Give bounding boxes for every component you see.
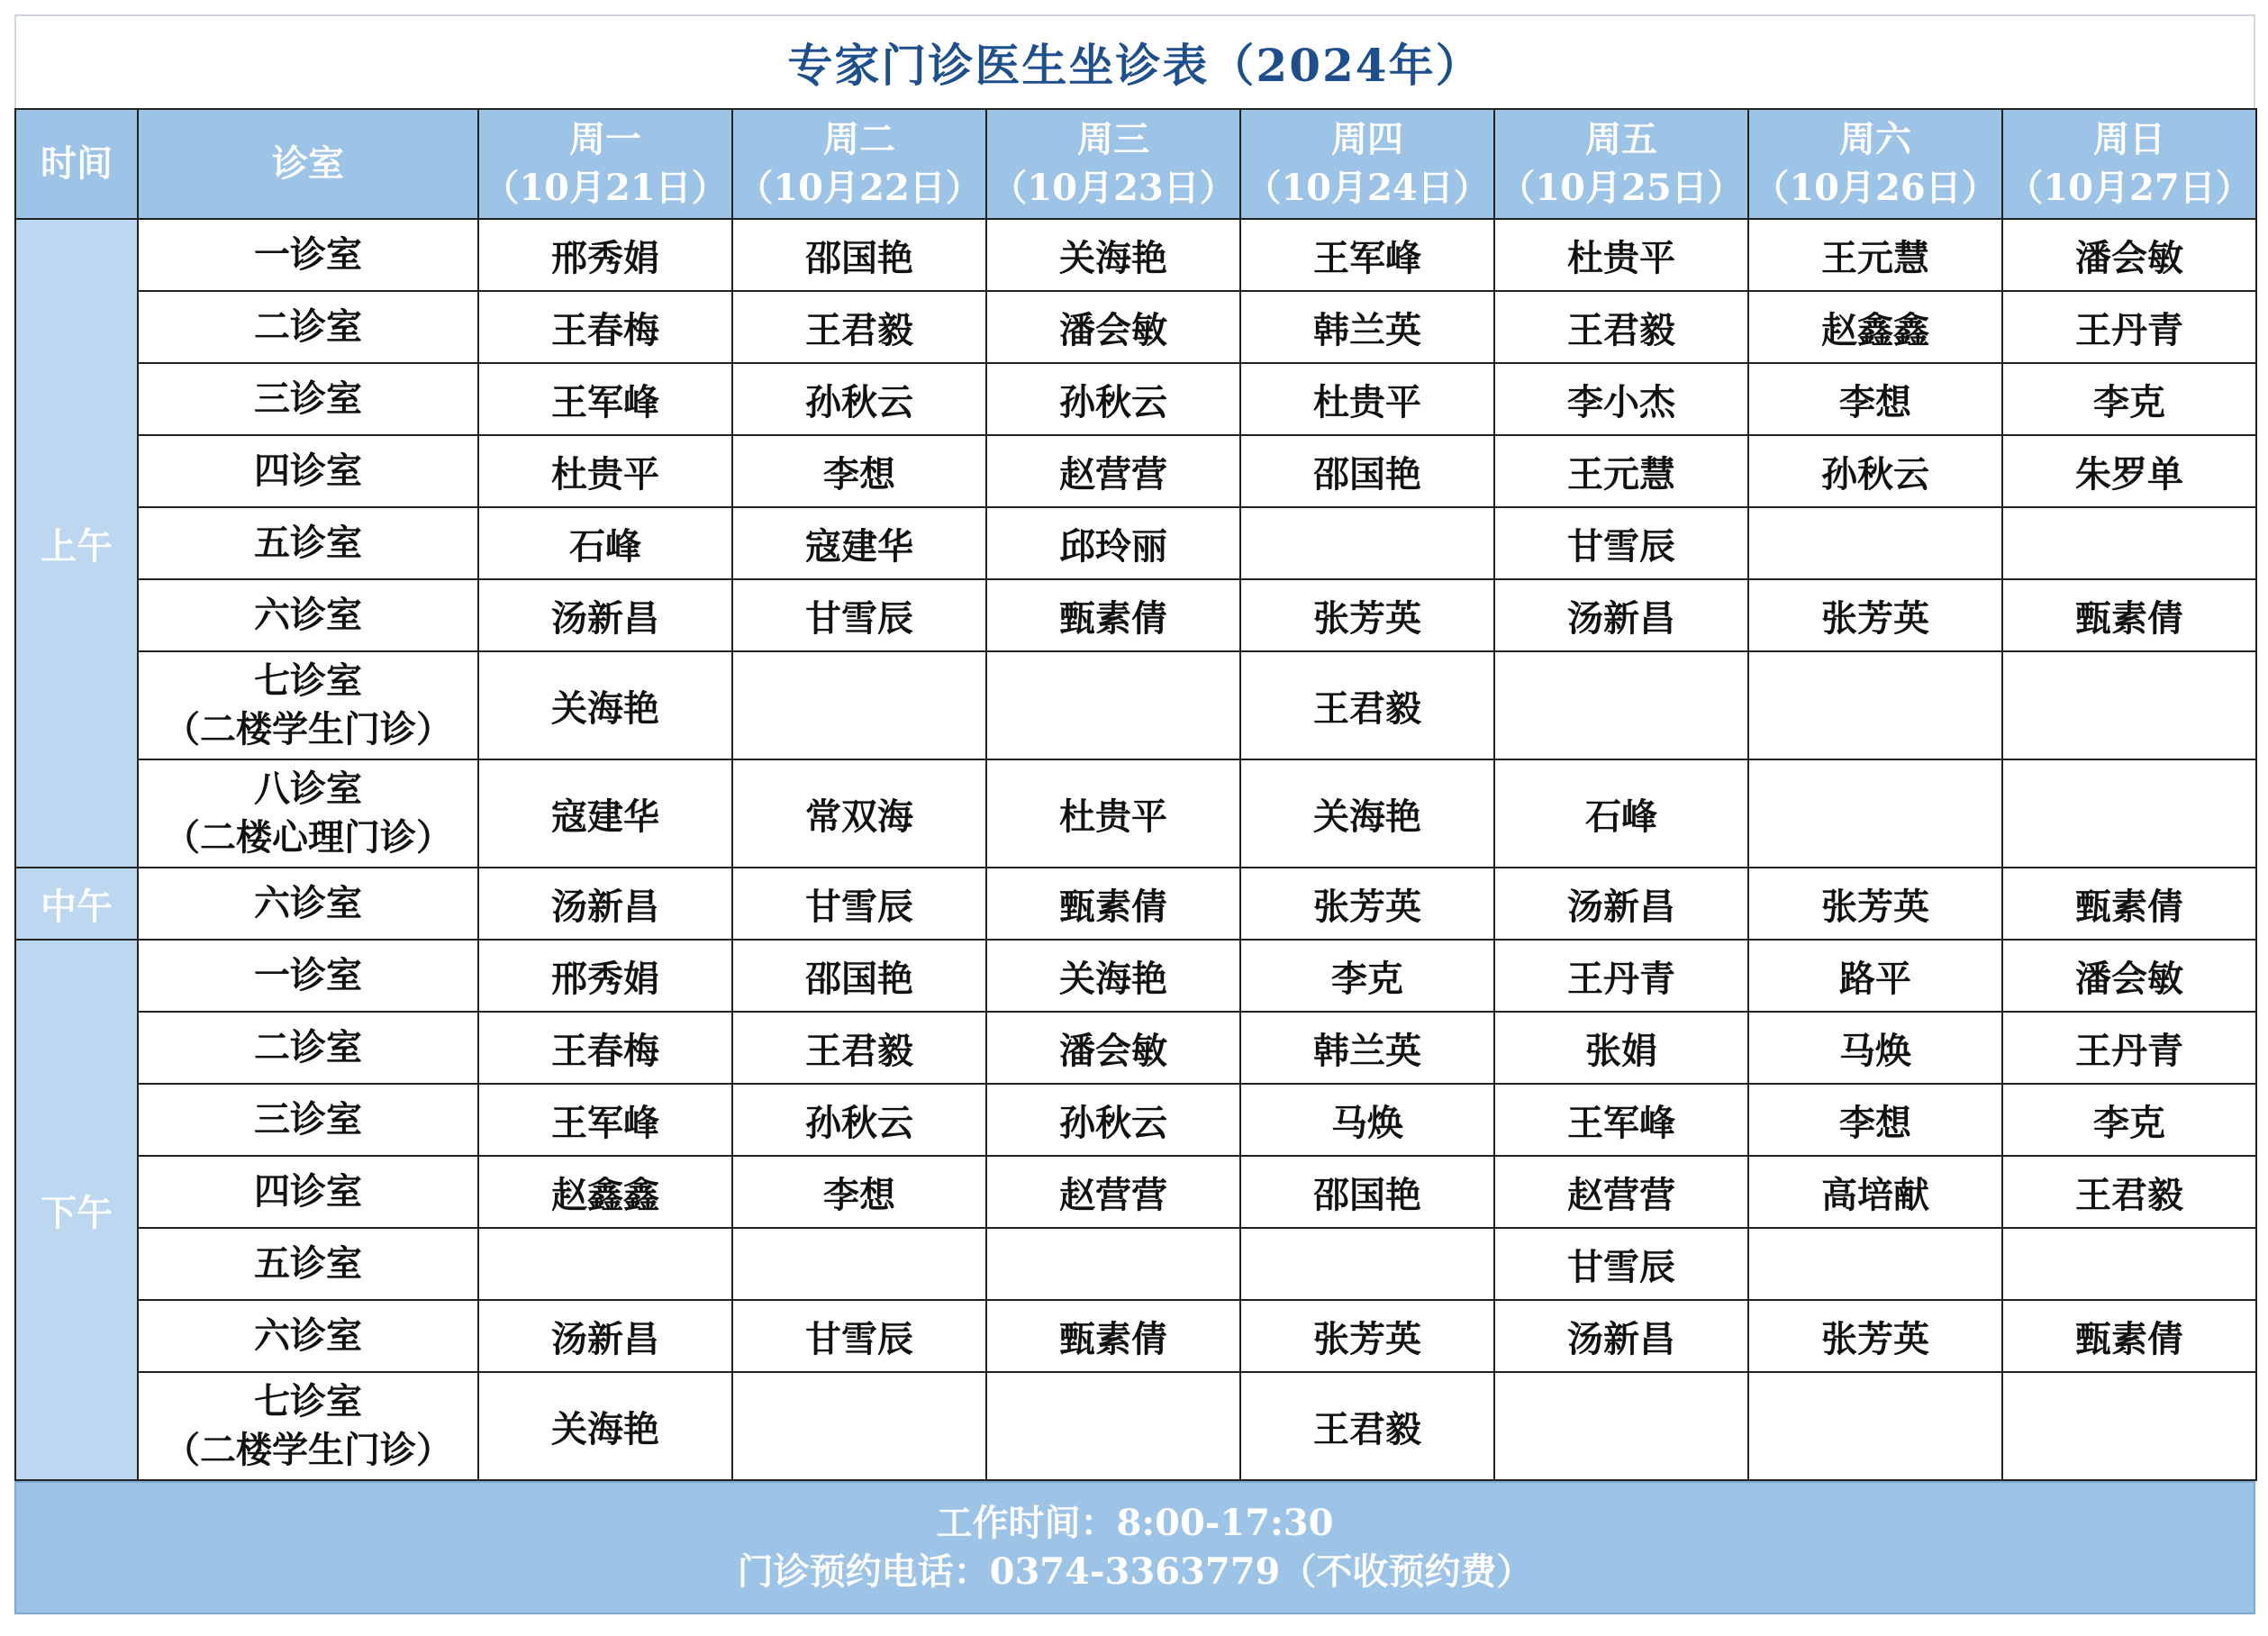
schedule-row (15, 1372, 2256, 1480)
header-day (1748, 109, 2002, 219)
doctor-cell: 王元慧 (1494, 435, 1748, 507)
doctor-cell: 张芳英 (1240, 1300, 1494, 1372)
header-day (2002, 109, 2256, 219)
doctor-cell: 王君毅 (1494, 291, 1748, 363)
doctor-cell: 邱玲丽 (986, 507, 1240, 579)
day-name: 周日 (2093, 118, 2165, 160)
room-name: 六诊室 (254, 594, 362, 636)
doctor-cell (1748, 759, 2002, 868)
doctor-cell: 杜贵平 (1240, 363, 1494, 435)
schedule-row (15, 1156, 2256, 1228)
doctor-cell: 王君毅 (1240, 1372, 1494, 1480)
doctor-cell: 邵国艳 (1240, 435, 1494, 507)
day-date: （10月22日） (737, 167, 982, 209)
doctor-cell: 甄素倩 (986, 868, 1240, 940)
doctor-cell: 潘会敏 (2002, 940, 2256, 1012)
doctor-cell: 汤新昌 (1494, 579, 1748, 651)
doctor-cell (732, 651, 986, 759)
doctor-cell: 马焕 (1748, 1012, 2002, 1084)
doctor-cell: 甄素倩 (2002, 579, 2256, 651)
doctor-cell: 关海艳 (478, 651, 732, 759)
schedule-row (15, 363, 2256, 435)
doctor-cell (1748, 651, 2002, 759)
title-bar (14, 14, 2255, 108)
room-name: 七诊室 (254, 659, 362, 702)
room-name: 四诊室 (254, 450, 362, 492)
room-name: 六诊室 (254, 882, 362, 924)
header-day (1240, 109, 1494, 219)
doctor-cell: 汤新昌 (478, 579, 732, 651)
day-name: 周四 (1331, 118, 1403, 160)
doctor-cell (1748, 507, 2002, 579)
doctor-cell: 汤新昌 (1494, 1300, 1748, 1372)
doctor-cell: 汤新昌 (1494, 868, 1748, 940)
doctor-cell: 王君毅 (1240, 651, 1494, 759)
room-name: 四诊室 (254, 1170, 362, 1213)
schedule-row (15, 1228, 2256, 1300)
doctor-cell: 甘雪辰 (732, 579, 986, 651)
doctor-cell: 李克 (1240, 940, 1494, 1012)
doctor-cell: 潘会敏 (986, 291, 1240, 363)
room-note: （二楼学生门诊） (164, 1429, 452, 1471)
room-cell (138, 1372, 478, 1480)
doctor-cell: 王春梅 (478, 1012, 732, 1084)
doctor-cell: 石峰 (1494, 759, 1748, 868)
room-cell (138, 651, 478, 759)
room-name: 一诊室 (254, 233, 362, 276)
header-day (986, 109, 1240, 219)
room-name: 二诊室 (254, 1026, 362, 1068)
room-name: 三诊室 (254, 1098, 362, 1141)
doctor-cell: 汤新昌 (478, 1300, 732, 1372)
schedule-sheet (14, 14, 2255, 1623)
working-hours: 工作时间：8:00-17:30 (936, 1502, 1334, 1544)
room-note: （二楼心理门诊） (164, 816, 452, 859)
room-cell (138, 579, 478, 651)
schedule-row (15, 291, 2256, 363)
room-name: 三诊室 (254, 377, 362, 420)
doctor-cell: 王军峰 (478, 1084, 732, 1156)
day-date: （10月24日） (1245, 167, 1490, 209)
room-name: 八诊室 (254, 768, 362, 810)
doctor-cell: 朱罗单 (2002, 435, 2256, 507)
footer (14, 1481, 2255, 1614)
doctor-cell: 赵营营 (986, 435, 1240, 507)
doctor-cell (2002, 651, 2256, 759)
doctor-cell: 寇建华 (478, 759, 732, 868)
doctor-cell (732, 1372, 986, 1480)
room-cell (138, 940, 478, 1012)
doctor-cell: 李想 (732, 1156, 986, 1228)
doctor-cell: 张芳英 (1240, 868, 1494, 940)
room-name: 六诊室 (254, 1314, 362, 1357)
schedule-table (14, 108, 2257, 1481)
doctor-cell: 邢秀娟 (478, 219, 732, 291)
doctor-cell: 甄素倩 (2002, 1300, 2256, 1372)
room-cell (138, 435, 478, 507)
doctor-cell: 赵鑫鑫 (1748, 291, 2002, 363)
doctor-cell: 王君毅 (732, 1012, 986, 1084)
doctor-cell (2002, 1228, 2256, 1300)
room-note: （二楼学生门诊） (164, 708, 452, 750)
doctor-cell: 王元慧 (1748, 219, 2002, 291)
doctor-cell: 王丹青 (2002, 1012, 2256, 1084)
doctor-cell: 孙秋云 (732, 1084, 986, 1156)
room-name: 七诊室 (254, 1380, 362, 1422)
doctor-cell: 石峰 (478, 507, 732, 579)
header-day (1494, 109, 1748, 219)
doctor-cell: 甄素倩 (986, 1300, 1240, 1372)
room-cell (138, 1084, 478, 1156)
doctor-cell: 张芳英 (1748, 579, 2002, 651)
doctor-cell: 孙秋云 (1748, 435, 2002, 507)
schedule-row (15, 651, 2256, 759)
doctor-cell: 韩兰英 (1240, 1012, 1494, 1084)
room-cell (138, 1156, 478, 1228)
header-time: 时间 (15, 109, 138, 219)
doctor-cell: 王军峰 (1240, 219, 1494, 291)
schedule-row (15, 1084, 2256, 1156)
doctor-cell: 王丹青 (2002, 291, 2256, 363)
day-date: （10月27日） (2007, 167, 2252, 209)
schedule-row (15, 940, 2256, 1012)
page-title: 专家门诊医生坐诊表（2024年） (787, 39, 1483, 92)
schedule-row (15, 579, 2256, 651)
room-cell (138, 1300, 478, 1372)
period-noon: 中午 (15, 868, 138, 940)
doctor-cell: 王丹青 (1494, 940, 1748, 1012)
doctor-cell (1748, 1372, 2002, 1480)
room-name: 五诊室 (254, 522, 362, 564)
room-name: 五诊室 (254, 1242, 362, 1285)
doctor-cell: 张芳英 (1748, 868, 2002, 940)
period-afternoon: 下午 (15, 940, 138, 1480)
day-name: 周一 (569, 118, 641, 160)
room-cell (138, 868, 478, 940)
doctor-cell: 王君毅 (732, 291, 986, 363)
header-room: 诊室 (138, 109, 478, 219)
schedule-row (15, 1300, 2256, 1372)
doctor-cell: 常双海 (732, 759, 986, 868)
doctor-cell: 寇建华 (732, 507, 986, 579)
doctor-cell: 王春梅 (478, 291, 732, 363)
day-name: 周五 (1585, 118, 1657, 160)
header-day (732, 109, 986, 219)
header-row (15, 109, 2256, 219)
doctor-cell: 甄素倩 (2002, 868, 2256, 940)
doctor-cell: 张芳英 (1240, 579, 1494, 651)
doctor-cell: 关海艳 (1240, 759, 1494, 868)
room-cell (138, 1228, 478, 1300)
doctor-cell: 孙秋云 (732, 363, 986, 435)
doctor-cell: 王军峰 (478, 363, 732, 435)
doctor-cell (2002, 1372, 2256, 1480)
doctor-cell (2002, 759, 2256, 868)
doctor-cell: 李想 (1748, 363, 2002, 435)
day-date: （10月21日） (483, 167, 728, 209)
doctor-cell: 汤新昌 (478, 868, 732, 940)
doctor-cell: 甘雪辰 (1494, 507, 1748, 579)
schedule-row (15, 1012, 2256, 1084)
schedule-row (15, 507, 2256, 579)
doctor-cell: 李克 (2002, 1084, 2256, 1156)
room-cell (138, 1012, 478, 1084)
doctor-cell: 李想 (732, 435, 986, 507)
doctor-cell: 孙秋云 (986, 363, 1240, 435)
doctor-cell (478, 1228, 732, 1300)
period-morning: 上午 (15, 219, 138, 868)
schedule-row (15, 759, 2256, 868)
doctor-cell: 李克 (2002, 363, 2256, 435)
doctor-cell: 韩兰英 (1240, 291, 1494, 363)
room-cell (138, 291, 478, 363)
doctor-cell: 邵国艳 (732, 219, 986, 291)
doctor-cell (1240, 507, 1494, 579)
doctor-cell: 王君毅 (2002, 1156, 2256, 1228)
doctor-cell: 潘会敏 (986, 1012, 1240, 1084)
doctor-cell: 邢秀娟 (478, 940, 732, 1012)
day-date: （10月25日） (1499, 167, 1744, 209)
room-cell (138, 507, 478, 579)
doctor-cell (986, 1228, 1240, 1300)
doctor-cell: 杜贵平 (1494, 219, 1748, 291)
day-name: 周二 (823, 118, 895, 160)
doctor-cell (1494, 651, 1748, 759)
doctor-cell: 杜贵平 (478, 435, 732, 507)
doctor-cell (2002, 507, 2256, 579)
doctor-cell: 赵营营 (1494, 1156, 1748, 1228)
room-name: 二诊室 (254, 305, 362, 348)
doctor-cell: 张娟 (1494, 1012, 1748, 1084)
doctor-cell: 王军峰 (1494, 1084, 1748, 1156)
doctor-cell: 赵营营 (986, 1156, 1240, 1228)
doctor-cell: 甘雪辰 (732, 868, 986, 940)
doctor-cell (986, 651, 1240, 759)
doctor-cell: 关海艳 (986, 219, 1240, 291)
doctor-cell: 甄素倩 (986, 579, 1240, 651)
schedule-row (15, 219, 2256, 291)
doctor-cell (1748, 1228, 2002, 1300)
doctor-cell: 关海艳 (478, 1372, 732, 1480)
doctor-cell: 路平 (1748, 940, 2002, 1012)
doctor-cell: 杜贵平 (986, 759, 1240, 868)
day-name: 周六 (1839, 118, 1911, 160)
doctor-cell: 潘会敏 (2002, 219, 2256, 291)
room-cell (138, 759, 478, 868)
doctor-cell (732, 1228, 986, 1300)
appointment-phone: 门诊预约电话：0374-3363779（不收预约费） (737, 1550, 1533, 1593)
header-day (478, 109, 732, 219)
doctor-cell: 李想 (1748, 1084, 2002, 1156)
doctor-cell: 邵国艳 (732, 940, 986, 1012)
schedule-row (15, 868, 2256, 940)
doctor-cell: 张芳英 (1748, 1300, 2002, 1372)
doctor-cell: 高培献 (1748, 1156, 2002, 1228)
doctor-cell: 孙秋云 (986, 1084, 1240, 1156)
schedule-row (15, 435, 2256, 507)
schedule-body (15, 219, 2256, 1480)
doctor-cell (986, 1372, 1240, 1480)
doctor-cell: 关海艳 (986, 940, 1240, 1012)
day-date: （10月23日） (991, 167, 1236, 209)
room-cell (138, 363, 478, 435)
day-name: 周三 (1077, 118, 1149, 160)
doctor-cell: 李小杰 (1494, 363, 1748, 435)
doctor-cell: 甘雪辰 (1494, 1228, 1748, 1300)
doctor-cell: 赵鑫鑫 (478, 1156, 732, 1228)
day-date: （10月26日） (1753, 167, 1998, 209)
doctor-cell: 邵国艳 (1240, 1156, 1494, 1228)
doctor-cell (1494, 1372, 1748, 1480)
doctor-cell: 马焕 (1240, 1084, 1494, 1156)
room-cell (138, 219, 478, 291)
room-name: 一诊室 (254, 954, 362, 996)
doctor-cell (1240, 1228, 1494, 1300)
doctor-cell: 甘雪辰 (732, 1300, 986, 1372)
